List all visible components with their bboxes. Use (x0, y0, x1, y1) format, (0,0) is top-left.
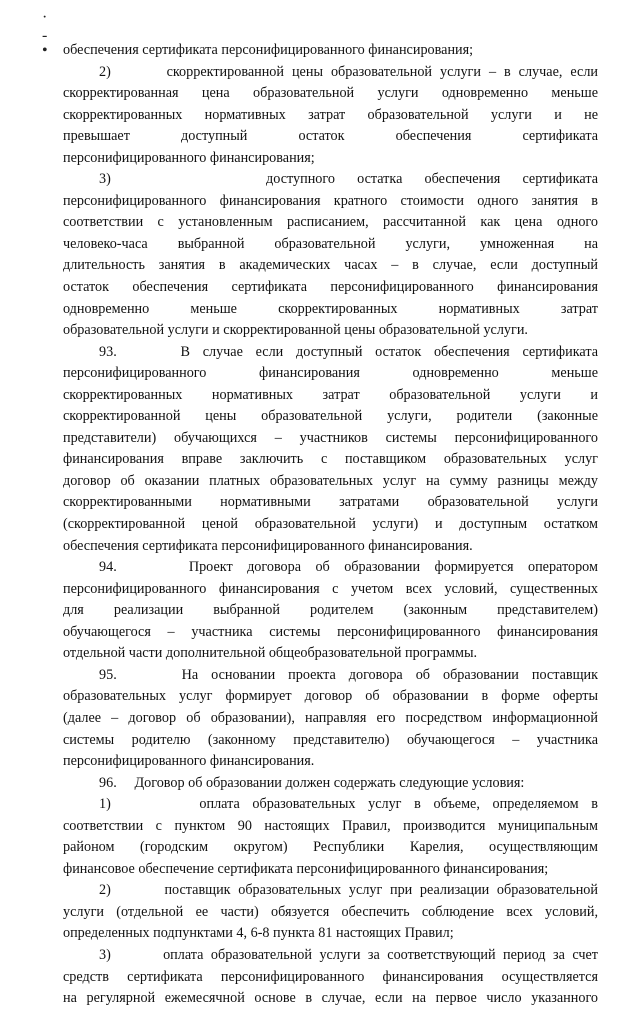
text-line: (скорректированной ценой образовательной услуги) и доступным остатком (63, 516, 598, 533)
text-line: 3) доступного остатка обеспечения сертификата (99, 171, 598, 188)
margin-dash-mark: - (42, 27, 48, 44)
text-line: системы родителю (законному представителю) обучающегося – участника (63, 731, 598, 748)
text-line: одновременно меньше скорректированных нормативных затрат (63, 300, 598, 317)
text-line: персонифицированного финансирования кратного стоимости одного занятия в (63, 192, 598, 209)
text-line: персонифицированного финансирования одновременно меньше (63, 365, 598, 382)
text-line: на регулярной ежемесячной основе в случае, если на первое число указанного (63, 990, 598, 1007)
text-line: 3) оплата образовательной услуги за соответствующий период за счет (99, 946, 598, 963)
text-line: 2) скорректированной цены образовательной услуги – в случае, если (99, 63, 598, 80)
text-line: 93. В случае если доступный остаток обеспечения сертификата (99, 343, 598, 360)
text-line: финансовое обеспечение сертификата персонифицированного финансирования; (63, 860, 549, 877)
text-line: 1) оплата образовательных услуг в объеме, определяемом в (99, 796, 598, 813)
text-line: остаток обеспечения сертификата персонифицированного финансирования (63, 279, 598, 296)
text-line: персонифицированного финансирования; (63, 149, 315, 166)
text-line: соответствии с пунктом 90 настоящих Правил, производится муниципальным (63, 817, 598, 834)
document-body (63, 40, 598, 1010)
text-line: персонифицированного финансирования с учетом всех условий, существенных (63, 580, 598, 597)
text-line: скорректированными нормативными затратами образовательной услуги (63, 494, 598, 511)
text-line: образовательных услуг формирует договор об образовании в форме оферты (63, 688, 598, 705)
text-line: (далее – договор об образовании), направляя его посредством информационной (63, 709, 598, 726)
text-line: отдельной части дополнительной общеобразовательной программы. (63, 645, 478, 662)
text-line: районом (городским округом) Республики Карелия, осуществляющим (63, 839, 598, 856)
text-line: персонифицированного финансирования. (63, 753, 315, 770)
text-line: обеспечения сертификата персонифицированного финансирования. (63, 537, 473, 554)
text-line: соответствии с установленным расписанием, рассчитанной как цена одного (63, 214, 598, 231)
text-line: 95. На основании проекта договора об образовании поставщик (99, 666, 598, 683)
text-line: 94. Проект договора об образовании формируется оператором (99, 559, 598, 576)
text-line: средств сертификата персонифицированного финансирования осуществляется (63, 968, 598, 985)
margin-bullet-mark: • (42, 42, 48, 59)
text-line: превышает доступный остаток обеспечения сертификата (63, 128, 598, 145)
text-line: человеко-часа выбранной образовательной услуги, умноженная на (63, 235, 598, 252)
text-line: услуги (отдельной ее части) обязуется обеспечить соблюдение всех условий, (63, 903, 598, 920)
text-line: 2) поставщик образовательных услуг при реализации образовательной (99, 882, 598, 899)
text-line: обучающегося – участника системы персонифицированного финансирования (63, 623, 598, 640)
margin-dot-mark: · (42, 9, 48, 26)
text-line: для реализации выбранной родителем (законным представителем) (63, 602, 598, 619)
text-line: образовательной услуги и скорректированной цены образовательной услуги. (63, 322, 528, 339)
text-line: длительность занятия в академических часах – в случае, если доступный (63, 257, 598, 274)
text-line: финансирования вправе заключить с поставщиком образовательных услуг (63, 451, 598, 468)
text-line: обеспечения сертификата персонифицированного финансирования; (63, 42, 474, 58)
text-line: скорректированных нормативных затрат образовательной услуги и не (63, 106, 598, 123)
text-line: скорректированная цена образовательной услуги одновременно меньше (63, 85, 598, 102)
text-line: скорректированных нормативных затрат образовательной услуги и (63, 386, 598, 403)
text-line: скорректированной цены образовательной услуги, родители (законные (63, 408, 598, 425)
text-line: договор об оказании платных образовательных услуг на сумму разницы между (63, 472, 598, 489)
text-line: представители) обучающихся – участников системы персонифицированного (63, 429, 598, 446)
text-line: 96. Договор об образовании должен содержать следующие условия: (99, 774, 525, 791)
text-line: определенных подпунктами 4, 6-8 пункта 81 настоящих Правил; (63, 925, 454, 942)
